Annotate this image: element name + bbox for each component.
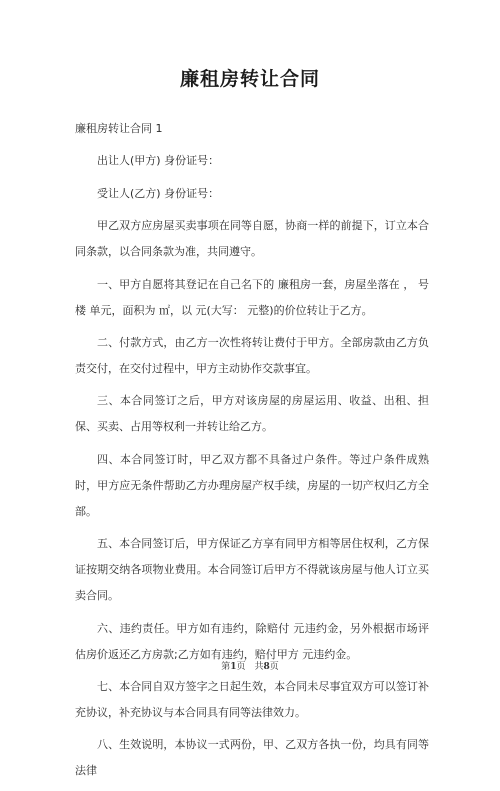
- paragraph: 受让人(乙方) 身份证号：: [97, 186, 220, 200]
- paragraph: 出让人(甲方) 身份证号：: [97, 154, 220, 168]
- paragraph: 七、本合同自双方签字之日起生效，本合同未尽事宜双方可以签订补充协议，补充协议与本合同具有同等法律效力。: [75, 679, 429, 719]
- document-title: 廉租房转让合同: [179, 68, 320, 90]
- document-body: [75, 116, 429, 791]
- paragraph: 二、付款方式，由乙方一次性将转让费付于甲方。全部房款由乙方负责交付，在交付过程中，甲方主动协作交款事宜。: [75, 335, 429, 375]
- page-number-current: 1: [230, 662, 237, 672]
- paragraph: 六、违约责任。甲方如有违约，除赔付 元违约金，另外根据市场评估房价返还乙方房款;乙方如有违约，赔付甲方 元违约金。: [75, 621, 429, 661]
- paragraph: 廉租房转让合同 1: [75, 122, 163, 135]
- page-number-mid: 页 共: [236, 662, 264, 672]
- page-number-prefix: 第: [221, 662, 231, 672]
- paragraph: 五、本合同签订后，甲方保证乙方享有同甲方相等居住权利，乙方保证按期交纳各项物业费用。本合同签订后甲方不得就该房屋与他人订立买卖合同。: [75, 537, 429, 603]
- page-footer: [0, 659, 500, 672]
- paragraph: 甲乙双方应房屋买卖事项在同等自愿，协商一样的前提下，订立本合同条款，以合同条款为准，共同遵守。: [75, 219, 429, 259]
- paragraph: 四、本合同签订时，甲乙双方都不具备过户条件。等过户条件成熟时，甲方应无条件帮助乙方办理房屋产权手续，房屋的一切产权归乙方全部。: [75, 452, 429, 518]
- page-number-total: 8: [263, 662, 270, 672]
- page-number-suffix: 页: [269, 662, 279, 672]
- paragraph: 一、甲方自愿将其登记在自己名下的 廉租房一套，房屋坐落在 ， 号楼 单元，面积为 ㎡，以 元(大写： 元整)的价位转让于乙方。: [75, 277, 429, 317]
- paragraph: 八、生效说明，本协议一式两份，甲、乙双方各执一份，均具有同等法律: [75, 738, 429, 778]
- paragraph: 三、本合同签订之后，甲方对该房屋的房屋运用、收益、出租、担保、买卖、占用等权利一并转让给乙方。: [75, 394, 429, 434]
